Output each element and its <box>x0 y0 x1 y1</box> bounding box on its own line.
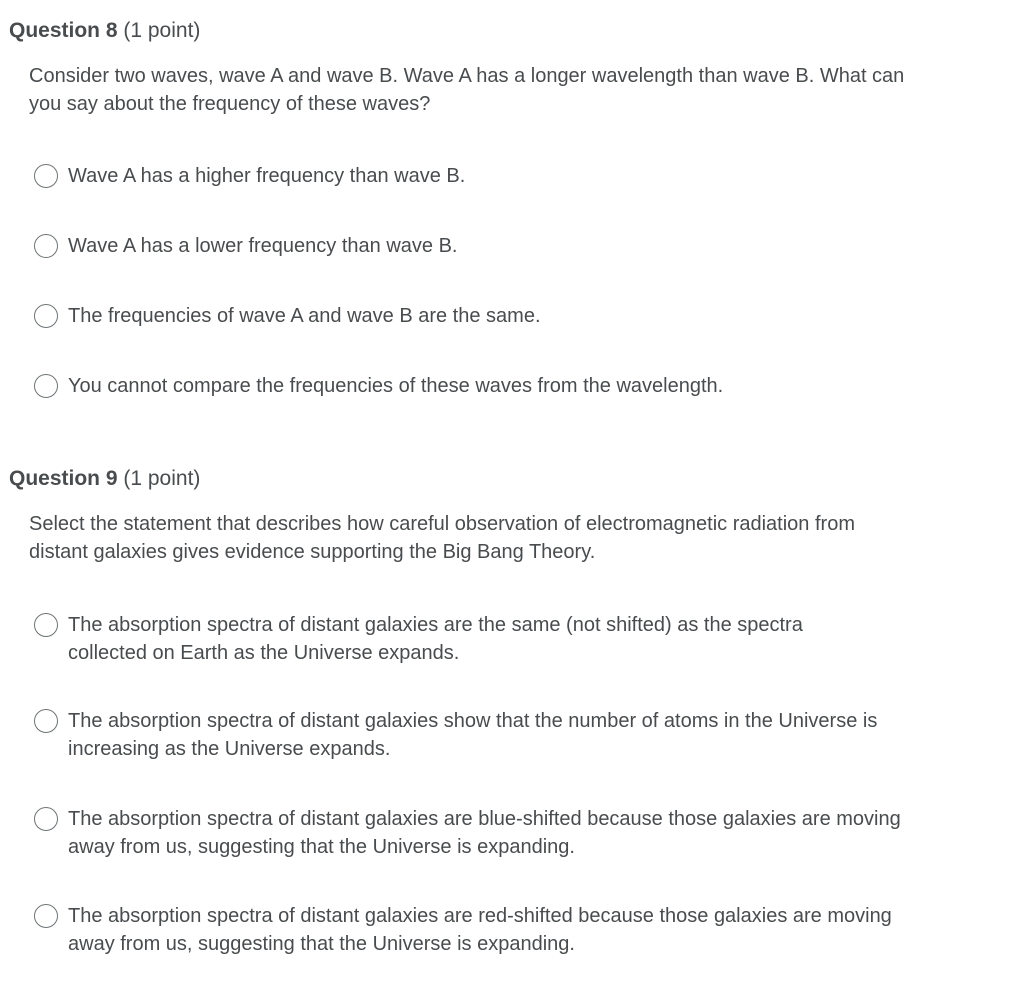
radio-button[interactable] <box>34 807 58 831</box>
question-text: Consider two waves, wave A and wave B. Wave A has a longer wavelength than wave B. What can you say about the frequency of these waves? <box>29 65 905 115</box>
answer-option[interactable] <box>34 805 934 861</box>
radio-button[interactable] <box>34 374 58 398</box>
radio-button[interactable] <box>34 164 58 188</box>
radio-button[interactable] <box>34 904 58 928</box>
answer-option-label[interactable]: The absorption spectra of distant galaxies are the same (not shifted) as the spectra collected on Earth as the Universe expands. <box>68 614 803 664</box>
answer-option-label[interactable]: Wave A has a higher frequency than wave B. <box>68 165 466 187</box>
radio-button[interactable] <box>34 234 58 258</box>
answer-option-label[interactable]: The frequencies of wave A and wave B are the same. <box>68 305 541 327</box>
answer-option-label[interactable]: You cannot compare the frequencies of these waves from the wavelength. <box>68 375 724 397</box>
question-points: (1 point) <box>123 467 201 490</box>
answer-option[interactable] <box>34 302 934 330</box>
answer-option[interactable] <box>34 902 934 958</box>
answer-option-label[interactable]: The absorption spectra of distant galaxies show that the number of atoms in the Universe is increasing as the Universe expands. <box>68 710 878 760</box>
answer-option-label[interactable]: The absorption spectra of distant galaxies are red-shifted because those galaxies are moving away from us, suggesting that the Universe is expanding. <box>68 905 892 955</box>
answer-option-label[interactable]: Wave A has a lower frequency than wave B. <box>68 235 458 257</box>
answer-option[interactable] <box>34 372 934 400</box>
question-title <box>9 466 200 492</box>
radio-button[interactable] <box>34 709 58 733</box>
answer-option[interactable] <box>34 611 934 667</box>
answer-option[interactable] <box>34 162 934 190</box>
question-points: (1 point) <box>123 19 201 42</box>
radio-button[interactable] <box>34 613 58 637</box>
answer-option-label[interactable]: The absorption spectra of distant galaxies are blue-shifted because those galaxies are moving away from us, suggesting that the Universe is expanding. <box>68 808 901 858</box>
question-title <box>9 18 200 44</box>
radio-button[interactable] <box>34 304 58 328</box>
question-number: Question 8 <box>9 19 118 42</box>
answer-option[interactable] <box>34 232 934 260</box>
question-number: Question 9 <box>9 467 118 490</box>
answer-option[interactable] <box>34 707 934 763</box>
question-text: Select the statement that describes how careful observation of electromagnetic radiation from distant galaxies gives evidence supporting the Big Bang Theory. <box>29 513 855 563</box>
